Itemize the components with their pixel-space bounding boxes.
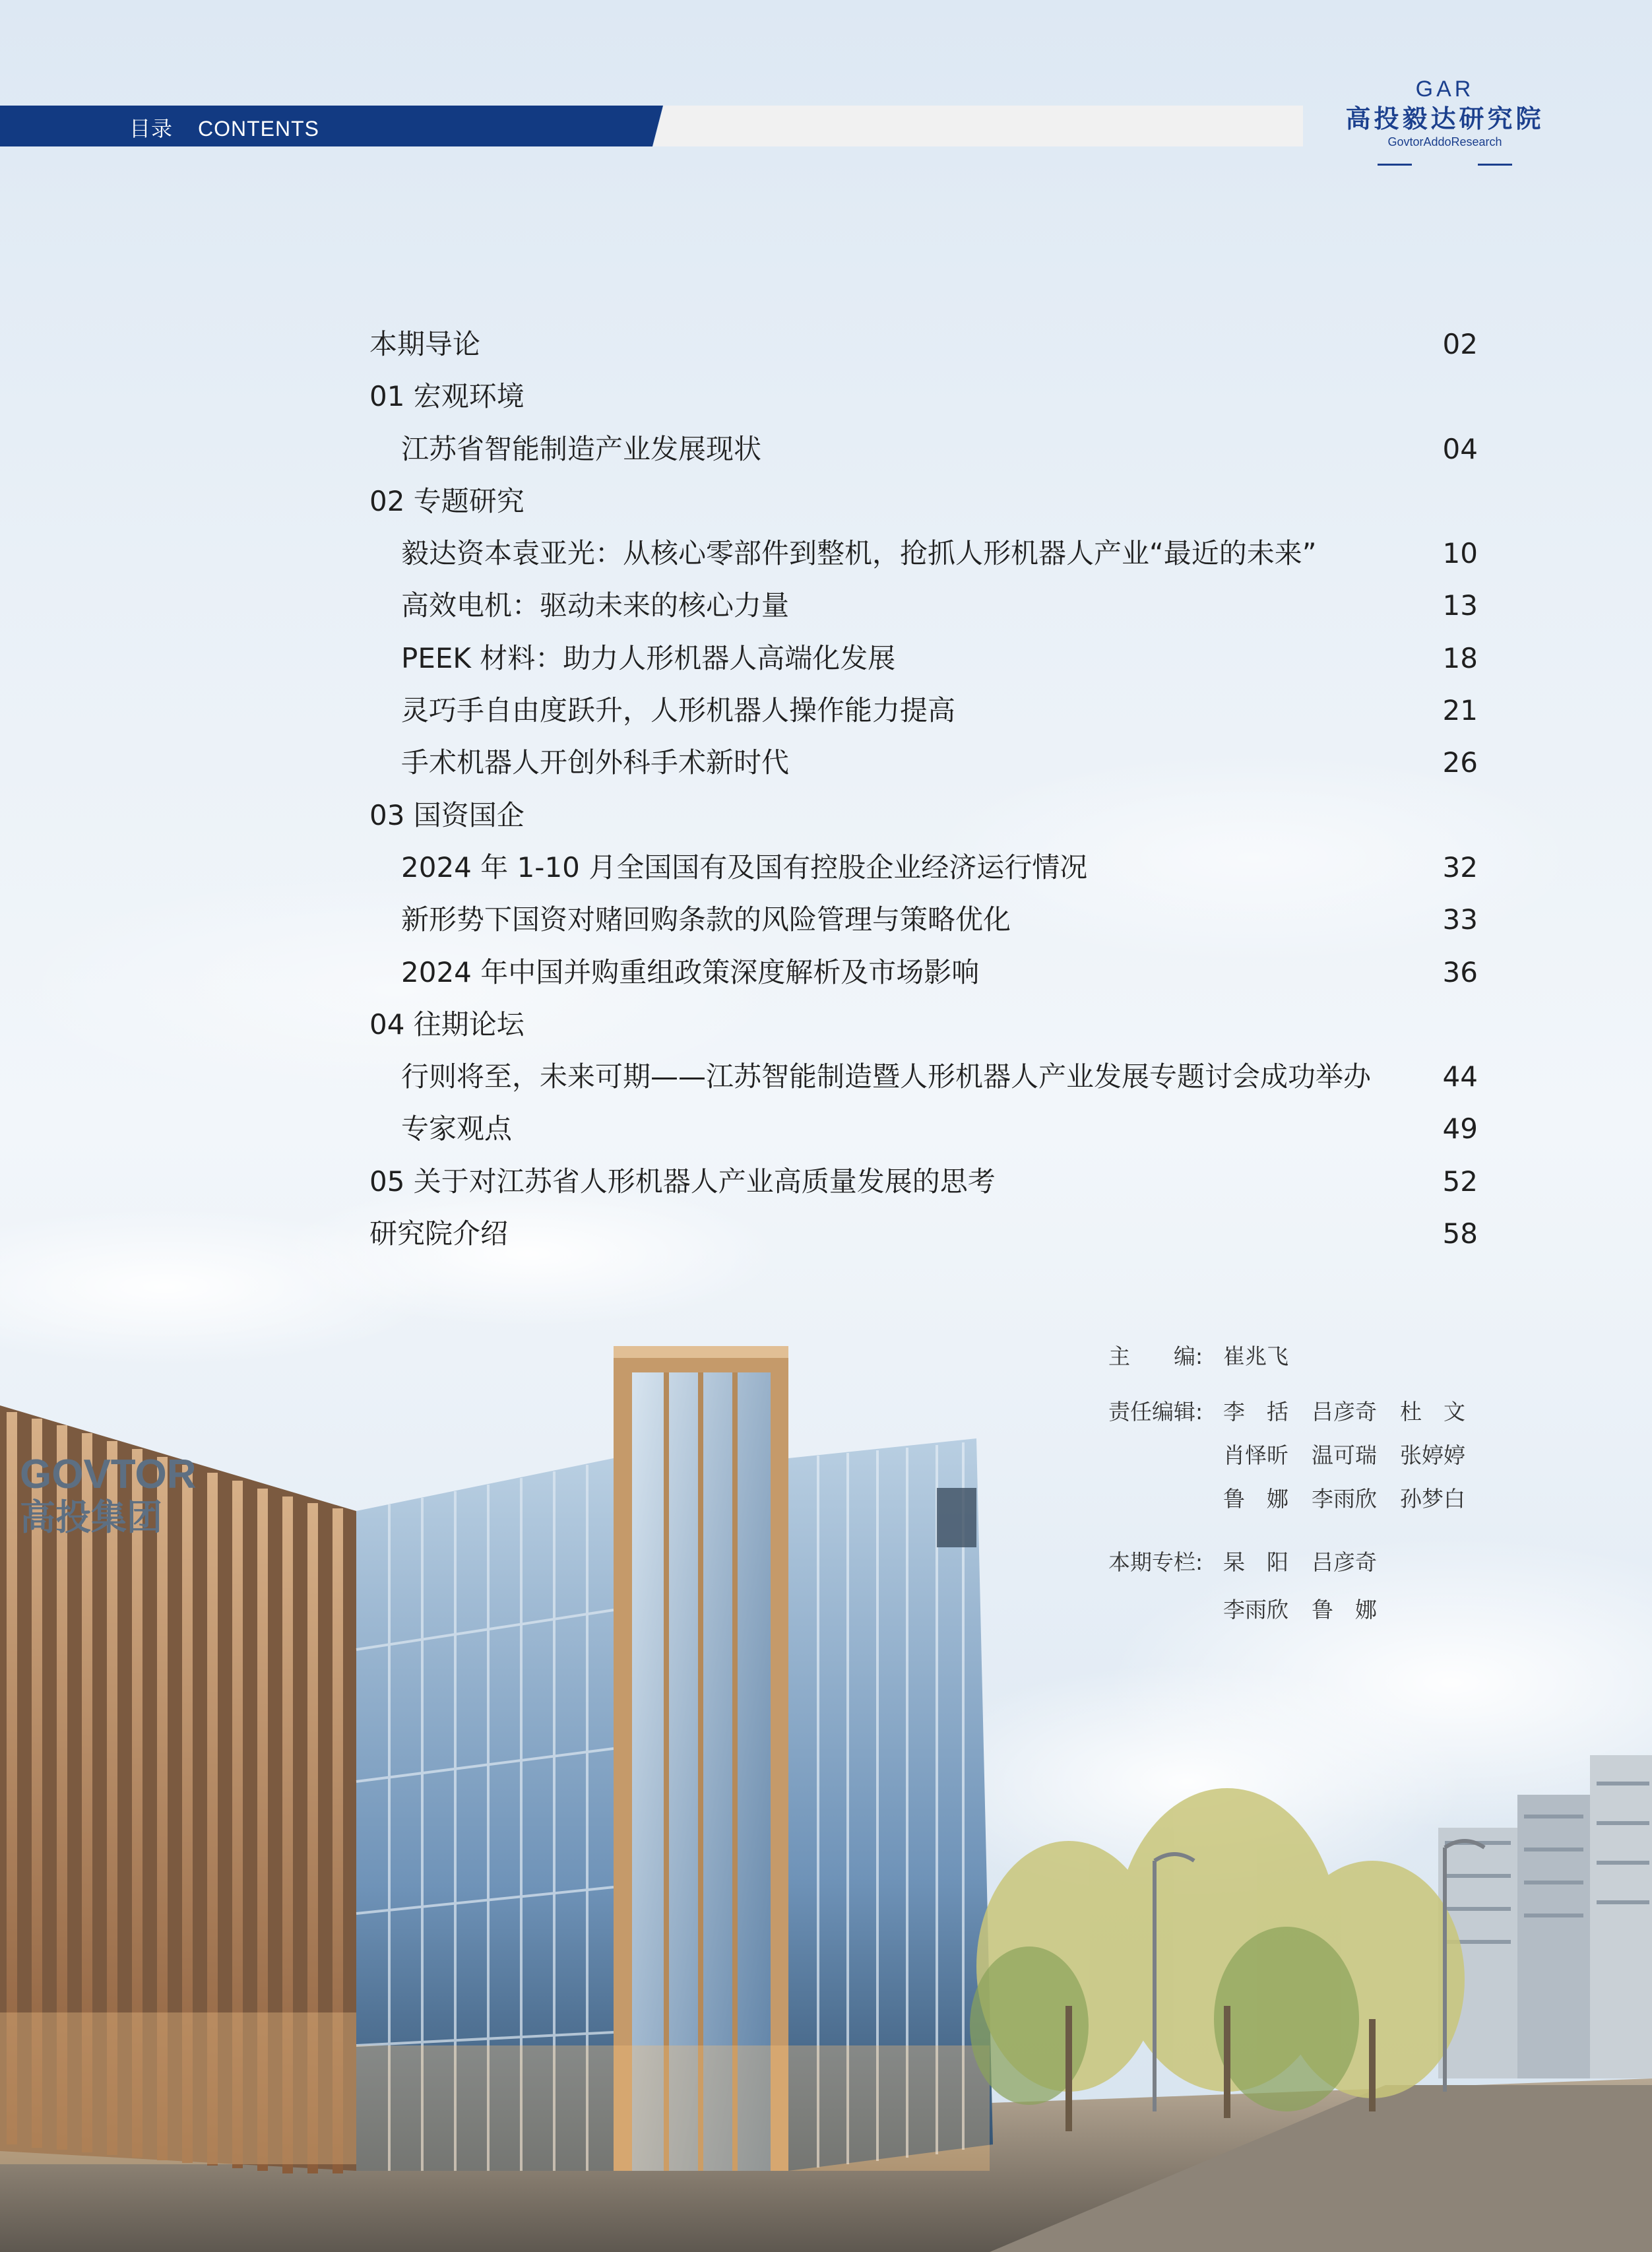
toc-entry-page: 21	[1442, 694, 1478, 727]
toc-entry[interactable]	[369, 841, 1478, 893]
toc-entry[interactable]	[369, 1103, 1478, 1155]
header-bar-light	[653, 106, 1303, 146]
toc-entry-title: PEEK 材料：助力人形机器人高端化发展	[401, 641, 896, 674]
section-title-en: CONTENTS	[198, 117, 320, 141]
header-bar	[0, 106, 663, 146]
column-label: 本期专栏:	[1108, 1549, 1203, 1575]
toc-entry[interactable]	[369, 632, 1478, 684]
toc-entry-page: 13	[1442, 589, 1478, 622]
editor-name: 孙梦白	[1400, 1486, 1465, 1512]
toc-entry-title: 专家观点	[401, 1112, 513, 1145]
section-title-cn: 目录	[129, 117, 174, 141]
column-author: 吕彦奇	[1312, 1549, 1377, 1575]
building-sign-cn: 高投集团	[20, 1496, 162, 1538]
editor-name: 温可瑞	[1312, 1442, 1377, 1468]
logo-name: 高投毅达研究院	[1345, 106, 1544, 133]
editors-label: 责任编辑:	[1108, 1399, 1203, 1425]
toc-entry-page: 52	[1442, 1165, 1478, 1198]
toc-entry-title: 毅达资本袁亚光：从核心零部件到整机，抢抓人形机器人产业“最近的未来”	[401, 537, 1317, 570]
toc-entry-page: 36	[1442, 955, 1478, 988]
building-sign-en: GOVTOR	[20, 1452, 197, 1497]
toc-section[interactable]	[369, 370, 1478, 422]
toc-entry[interactable]	[369, 736, 1478, 788]
toc-entry-page: 58	[1442, 1217, 1478, 1250]
toc-section[interactable]	[369, 475, 1478, 527]
toc-entry-page: 44	[1442, 1060, 1478, 1093]
toc-entry[interactable]	[369, 946, 1478, 998]
toc-entry-page: 33	[1442, 903, 1478, 936]
editor-name: 肖怿昕	[1223, 1442, 1288, 1468]
toc-section[interactable]	[369, 998, 1478, 1050]
toc-entry-title: 02 专题研究	[369, 484, 524, 517]
chief-editor: 崔兆飞	[1223, 1343, 1288, 1369]
toc-entry-title: 05 关于对江苏省人形机器人产业高质量发展的思考	[369, 1165, 996, 1198]
toc-section[interactable]	[369, 1207, 1478, 1260]
toc-entry-title: 江苏省智能制造产业发展现状	[401, 432, 762, 465]
publisher-logo	[1333, 74, 1557, 149]
logo-rule-left	[1378, 164, 1412, 166]
toc-section[interactable]	[369, 318, 1478, 370]
column-author: 杲 阳	[1223, 1549, 1288, 1575]
editor-name: 杜 文	[1400, 1399, 1465, 1425]
toc-entry[interactable]	[369, 684, 1478, 736]
toc-entry-title: 研究院介绍	[369, 1217, 509, 1250]
toc-section[interactable]	[369, 1155, 1478, 1207]
toc-entry-title: 手术机器人开创外科手术新时代	[401, 746, 790, 779]
toc-entry-title: 2024 年 1-10 月全国国有及国有控股企业经济运行情况	[401, 851, 1088, 884]
toc-entry-title: 高效电机：驱动未来的核心力量	[401, 589, 790, 622]
toc-entry-page: 18	[1442, 641, 1478, 674]
logo-en: GovtorAddoResearch	[1387, 135, 1502, 148]
column-author: 鲁 娜	[1312, 1597, 1377, 1623]
editor-name: 李雨欣	[1312, 1486, 1377, 1512]
section-header	[129, 112, 319, 143]
toc-entry-title: 2024 年中国并购重组政策深度解析及市场影响	[401, 955, 980, 988]
editor-name: 张婷婷	[1400, 1442, 1465, 1468]
toc-entry-title: 行则将至，未来可期——江苏智能制造暨人形机器人产业发展专题讨会成功举办	[401, 1060, 1372, 1093]
toc-entry-page: 04	[1442, 432, 1478, 465]
logo-rule-right	[1478, 164, 1512, 166]
editor-name: 李 括	[1223, 1399, 1288, 1425]
toc-entry-page: 26	[1442, 746, 1478, 779]
toc-section[interactable]	[369, 789, 1478, 841]
toc-entry-page: 49	[1442, 1112, 1478, 1145]
table-of-contents	[369, 318, 1478, 1260]
toc-entry-page: 10	[1442, 537, 1478, 570]
toc-entry-title: 01 宏观环境	[369, 380, 524, 413]
toc-entry[interactable]	[369, 579, 1478, 631]
toc-entry[interactable]	[369, 1050, 1478, 1103]
toc-entry-title: 本期导论	[369, 328, 481, 360]
chief-editor-label: 主 编:	[1108, 1343, 1203, 1369]
toc-entry-title: 新形势下国资对赌回购条款的风险管理与策略优化	[401, 903, 1011, 936]
toc-entry-page: 32	[1442, 851, 1478, 884]
toc-entry-title: 04 往期论坛	[369, 1008, 524, 1041]
column-author: 李雨欣	[1223, 1597, 1288, 1623]
toc-entry-title: 灵巧手自由度跃升，人形机器人操作能力提高	[401, 694, 956, 727]
toc-entry[interactable]	[369, 527, 1478, 579]
editor-name: 鲁 娜	[1223, 1486, 1288, 1512]
editor-name: 吕彦奇	[1312, 1399, 1377, 1425]
toc-entry[interactable]	[369, 423, 1478, 475]
logo-abbr: GAR	[1415, 77, 1475, 102]
toc-entry[interactable]	[369, 893, 1478, 946]
toc-entry-page: 02	[1442, 328, 1478, 360]
toc-entry-title: 03 国资国企	[369, 798, 524, 831]
